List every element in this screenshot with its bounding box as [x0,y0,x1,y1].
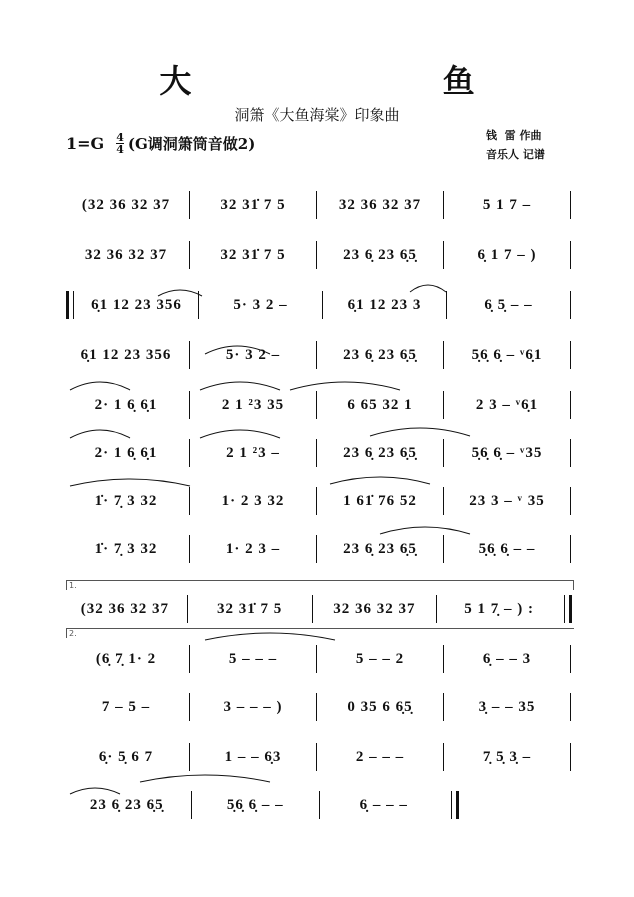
score-line [66,534,574,564]
measure: (32 36 32 37 [81,196,171,213]
slur [370,428,470,436]
score-line [66,340,574,370]
barline [189,487,190,515]
score-line [66,240,574,270]
piece-subtitle: 洞箫《大鱼海棠》印象曲 [234,106,400,124]
barline [187,595,188,623]
measure: 2 – – – [355,748,405,765]
barline [316,341,317,369]
measure: 6̣1 12 23 3 [347,296,422,313]
measure: 1· 2 3 – [225,540,281,557]
slur [200,430,280,438]
barline [436,595,437,623]
barline [189,645,190,673]
barline [570,341,571,369]
barline [570,439,571,467]
repeat-end-barline [564,595,572,623]
measure: 5̣6̣ 6̣ – – [226,796,284,813]
barline [312,595,313,623]
barline [570,191,571,219]
slur [140,775,270,782]
measure: (32 36 32 37 [80,600,169,617]
score-line [66,644,574,674]
first-ending-bracket: 1. [66,580,574,590]
barline [316,241,317,269]
measure: 6̣ 1 7 – ) [477,246,537,263]
measure: 23 6̣ 23 6̣5̣ [343,444,417,461]
key-signature [66,132,255,155]
measure: 2· 1 6̣ 6̣1 [94,444,158,461]
slur [290,382,400,390]
composer-credit: 钱 雷 作曲 [486,129,542,142]
piece-title: 大 鱼 [159,62,595,100]
score-line [66,790,574,820]
instrument-note: (G调洞箫筒音做2) [127,135,256,153]
barline [189,241,190,269]
score-line [66,390,574,420]
measure: 5̣6̣ 6̣ – ᵛ35 [471,444,543,461]
measure: 6̣1 12 23 356 [91,296,182,313]
time-signature [116,132,124,155]
measure: 1̇· 7̣ 3 32 [94,492,158,509]
measure: 3 – – – ) [223,698,283,715]
barline [443,743,444,771]
barline [443,439,444,467]
barline [443,191,444,219]
barline [446,291,447,319]
measure: 0 35 6 6̣5̣ [347,698,413,715]
slur [330,477,430,484]
barline [570,291,571,319]
score-line [66,692,574,722]
barline [316,535,317,563]
measure: 1̇· 7̣ 3 32 [94,540,158,557]
score-line [66,594,574,624]
barline [316,191,317,219]
measure: 1 61̇ 76 52 [343,492,417,509]
measure: 2 1 ²3 35 [221,396,285,413]
measure: 5 – – 2 [355,650,405,667]
barline [191,791,192,819]
barline [443,341,444,369]
slur [70,479,190,486]
measure: 23 6̣ 23 6̣5̣ [343,246,417,263]
transcriber-credit: 音乐人 记谱 [486,148,545,161]
measure: 6̣· 5̣ 6 7 [98,748,154,765]
measure: 2 1 ²3 – [226,444,280,461]
measure: 6̣ – – 3 [482,650,532,667]
score-line [66,742,574,772]
repeat-start-barline [66,291,74,319]
barline [570,487,571,515]
barline [316,693,317,721]
barline [189,743,190,771]
barline [570,535,571,563]
barline [443,693,444,721]
barline [570,241,571,269]
barline [443,535,444,563]
measure: 32 31̇ 7 5 [220,196,286,213]
barline [189,439,190,467]
barline [443,645,444,673]
measure: 32 31̇ 7 5 [217,600,283,617]
measure: 6 65 32 1 [347,396,413,413]
barline [443,487,444,515]
score-line [66,290,574,320]
measure: 23 6̣ 23 6̣5̣ [89,796,164,813]
barline [189,341,190,369]
measure: 5 1 7 – [482,196,532,213]
credits [486,126,545,164]
barline [443,241,444,269]
slur [200,382,280,390]
measure: 32 36 32 37 [333,600,416,617]
barline [189,391,190,419]
barline [189,191,190,219]
measure: 1 – – 6̣3 [224,748,282,765]
barline [322,291,323,319]
measure: 6̣ – – – [359,796,408,813]
slur [380,527,470,534]
slur [70,382,130,390]
measure: 2 3 – ᵛ6̣1 [475,396,539,413]
final-barline [451,791,459,819]
barline [316,743,317,771]
measure: 5̣6̣ 6̣ – – [478,540,536,557]
score-line [66,486,574,516]
measure: 23 6̣ 23 6̣5̣ [343,540,417,557]
measure: 23 6̣ 23 6̣5̣ [343,346,417,363]
barline [316,439,317,467]
time-signature-top: 4 [116,131,124,144]
barline [570,693,571,721]
score-line [66,190,574,220]
barline [443,391,444,419]
barline [189,693,190,721]
barline [570,743,571,771]
measure: (6̣ 7̣ 1· 2 [95,650,157,667]
measure: 3̣ – – 35 [478,698,536,715]
barline [189,535,190,563]
measure: 32 31̇ 7 5 [220,246,286,263]
measure: 5 1 7̣ – ) : [464,600,534,617]
measure: 5· 3 2 – [233,296,288,313]
time-signature-bottom: 4 [116,143,124,156]
measure: 32 36 32 37 [338,196,422,213]
measure: 7̣ 5̣ 3̣ – [482,748,532,765]
measure: 23 3 – ᵛ 35 [469,492,545,509]
barline [198,291,199,319]
measure: 6̣ 5̣ – – [484,296,533,313]
barline [316,487,317,515]
barline [316,645,317,673]
barline [316,391,317,419]
score-line [66,438,574,468]
measure: 1· 2 3 32 [221,492,285,509]
slur [70,430,130,438]
measure: 5· 3 2 – [225,346,281,363]
measure: 2· 1 6̣ 6̣1 [94,396,158,413]
key-tonic: 1=G [66,134,105,153]
barline [570,645,571,673]
measure: 6̣1 12 23 356 [80,346,172,363]
barline [570,391,571,419]
second-ending-bracket: 2. [66,628,574,638]
measure: 5 – – – [228,650,278,667]
barline [319,791,320,819]
measure: 5̣6̣ 6̣ – ᵛ6̣1 [471,346,543,363]
measure: 32 36 32 37 [84,246,168,263]
measure: 7 – 5 – [101,698,151,715]
